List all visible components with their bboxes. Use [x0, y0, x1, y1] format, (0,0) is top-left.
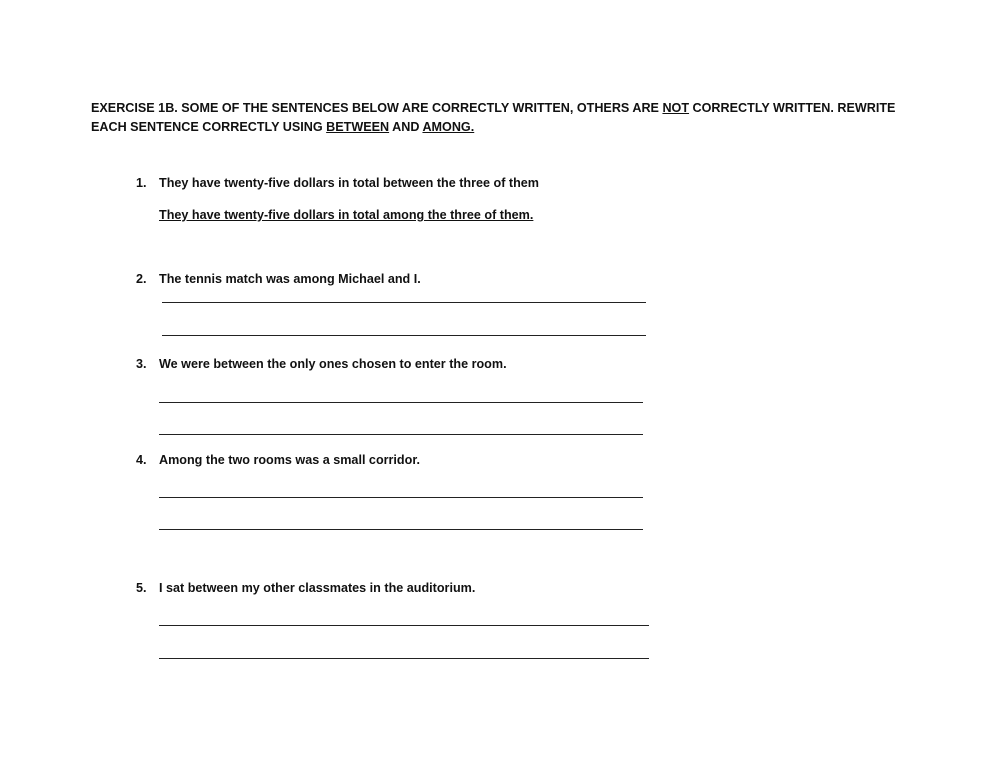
- question-sentence: Among the two rooms was a small corridor.: [159, 453, 421, 467]
- question-number: 3.: [136, 357, 147, 371]
- question-sentence: I sat between my other classmates in the auditorium.: [159, 581, 476, 595]
- question-sentence: The tennis match was among Michael and I.: [159, 272, 421, 286]
- answer-line-3a[interactable]: [159, 402, 643, 403]
- question-3: [136, 356, 507, 372]
- question-sentence: We were between the only ones chosen to enter the room.: [159, 357, 507, 371]
- question-sentence: They have twenty-five dollars in total between the three of them: [159, 176, 539, 190]
- question-number: 4.: [136, 453, 147, 467]
- question-number: 2.: [136, 272, 147, 286]
- instructions-and: AND: [389, 120, 423, 134]
- instructions-between: BETWEEN: [326, 120, 390, 134]
- question-number: 5.: [136, 581, 147, 595]
- answer-line-4a[interactable]: [159, 497, 643, 498]
- answer-line-5a[interactable]: [159, 625, 649, 626]
- instructions-text-2: CORRECTLY WRITTEN. REWRITE EACH SENTENCE CORRECTLY USING: [91, 101, 896, 134]
- question-number: 1.: [136, 176, 147, 190]
- answer-line-2b[interactable]: [162, 335, 646, 336]
- question-5: [136, 580, 475, 596]
- answer-line-2a[interactable]: [162, 302, 646, 303]
- exercise-instructions: [91, 99, 921, 137]
- instructions-text-1: EXERCISE 1B. SOME OF THE SENTENCES BELOW ARE CORRECTLY WRITTEN, OTHERS ARE: [91, 101, 663, 115]
- answer-1: They have twenty-five dollars in total among the three of them.: [159, 208, 534, 222]
- question-1: [136, 175, 539, 191]
- question-4: [136, 452, 420, 468]
- instructions-not: NOT: [662, 101, 690, 115]
- instructions-among: AMONG.: [422, 120, 475, 134]
- question-2: [136, 271, 421, 287]
- answer-line-3b[interactable]: [159, 434, 643, 435]
- answer-line-5b[interactable]: [159, 658, 649, 659]
- answer-line-4b[interactable]: [159, 529, 643, 530]
